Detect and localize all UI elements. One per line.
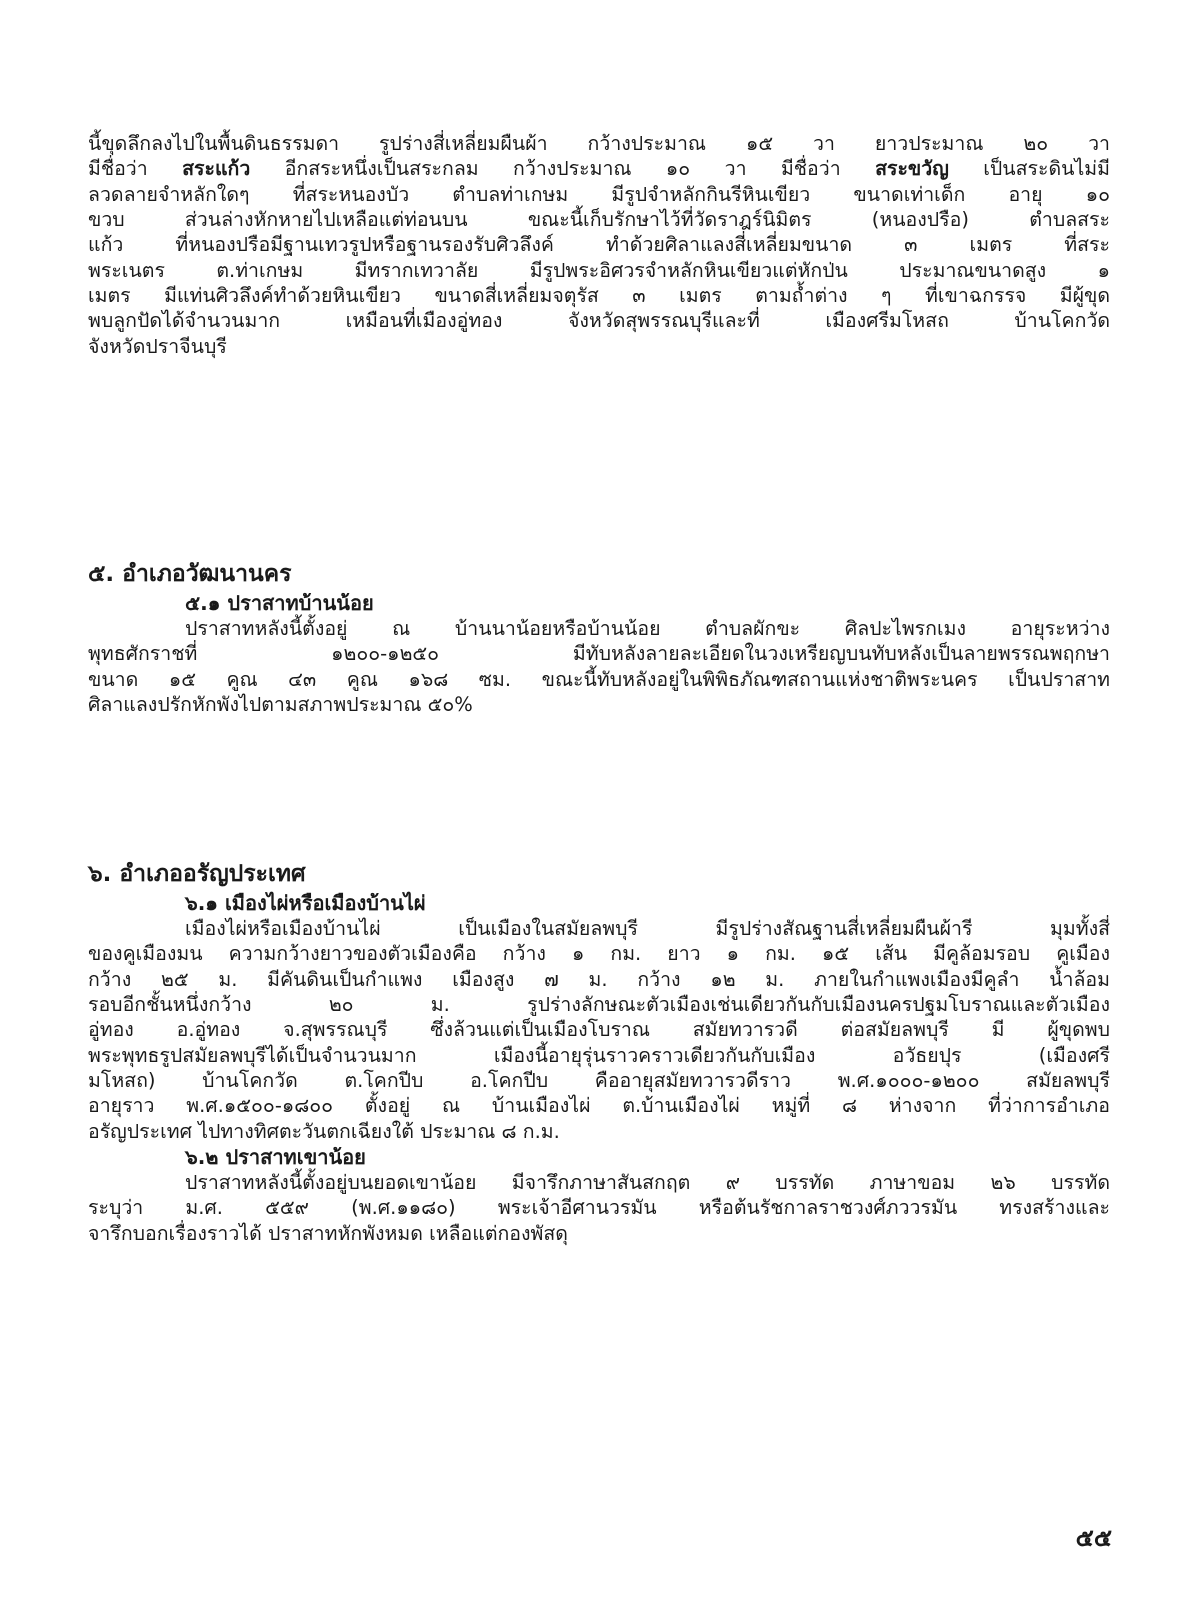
subsection-heading: ๖.๑ เมืองไผ่หรือเมืองบ้านไผ่ (185, 890, 426, 915)
bold-term: สระแก้ว (182, 157, 251, 181)
text-line: จังหวัดปราจีนบุรี (88, 334, 227, 358)
intro-paragraph (88, 131, 1110, 359)
section-heading: ๖. อำเภออรัญประเทศ (88, 861, 306, 887)
text-line: ปราสาทหลังนี้ตั้งอยู่บนยอดเขาน้อย มีจารึกภาษาสันสกฤต ๙ บรรทัด ภาษาขอม ๒๖ บรรทัด (185, 1170, 1110, 1194)
text-line: กว้าง ๒๕ ม. มีคันดินเป็นกำแพง เมืองสูง ๗ ม. กว้าง ๑๒ ม. ภายในกำแพงเมืองมีคูลำ น้ำล้อม (88, 967, 1110, 991)
text-line: มีชื่อว่า สระแก้ว อีกสระหนึ่งเป็นสระกลม กว้างประมาณ ๑๐ วา มีชื่อว่า สระขวัญ เป็นสระดินไม่มี (88, 157, 1110, 181)
text-line: ลวดลายจำหลักใดๆ ที่สระหนองบัว ตำบลท่าเกษม มีรูปจำหลักกินรีหินเขียว ขนาดเท่าเด็ก อายุ ๑๐ (88, 182, 1110, 206)
text-line: อายุราว พ.ศ.๑๕๐๐-๑๘๐๐ ตั้งอยู่ ณ บ้านเมืองไผ่ ต.บ้านเมืองไผ่ หมู่ที่ ๘ ห่างจาก ที่ว่าการอำเภอ (88, 1094, 1110, 1118)
text-line: นี้ขุดลึกลงไปในพื้นดินธรรมดา รูปร่างสี่เหลี่ยมผืนผ้า กว้างประมาณ ๑๕ วา ยาวประมาณ ๒๐ วา (88, 132, 1110, 155)
text-line: ของคูเมืองมน ความกว้างยาวของตัวเมืองคือ กว้าง ๑ กม. ยาว ๑ กม. ๑๕ เส้น มีคูล้อมรอบ คูเมือง (88, 942, 1110, 966)
text-line: พระเนตร ต.ท่าเกษม มีทรากเทวาลัย มีรูปพระอิศวรจำหลักหินเขียวแต่หักป่น ประมาณขนาดสูง ๑ (88, 258, 1110, 282)
bold-term: สระขวัญ (875, 157, 949, 181)
text-line: จารึกบอกเรื่องราวได้ ปราสาทหักพังหมด เหลือแต่กองพัสดุ (88, 1221, 568, 1245)
text-line: ศิลาแลงปรักหักพังไปตามสภาพประมาณ ๕๐% (88, 692, 473, 716)
text-line: เมตร มีแท่นศิวลึงค์ทำด้วยหินเขียว ขนาดสี่เหลี่ยมจตุรัส ๓ เมตร ตามถ้ำต่าง ๆ ที่เขาฉกรรจ มีผู้ขุด (88, 284, 1110, 308)
text-line: ขวบ ส่วนล่างหักหายไปเหลือแต่ท่อนบน ขณะนี้เก็บรักษาไว้ที่วัดราฎร์นิมิตร (หนองปรือ) ตำบลสระ (88, 208, 1110, 232)
subsection-heading: ๖.๒ ปราสาทเขาน้อย (185, 1144, 366, 1169)
section-heading: ๕. อำเภอวัฒนานคร (88, 561, 292, 587)
page-number: ๕๕ (1075, 1524, 1112, 1552)
text-line: พบลูกปัดได้จำนวนมาก เหมือนที่เมืองอู่ทอง จังหวัดสุพรรณบุรีและที่ เมืองศรีมโหสถ บ้านโคกวัด (88, 309, 1110, 333)
section-5 (88, 560, 1110, 717)
text-line: เมืองไผ่หรือเมืองบ้านไผ่ เป็นเมืองในสมัยลพบุรี มีรูปร่างสัณฐานสี่เหลี่ยมผืนผ้ารี มุมทั้งสี่ (185, 916, 1110, 940)
text-line: มโหสถ) บ้านโคกวัด ต.โคกปีบ อ.โคกปีบ คืออายุสมัยทวารวดีราว พ.ศ.๑๐๐๐-๑๒๐๐ สมัยลพบุรี (88, 1068, 1110, 1092)
text-line: ปราสาทหลังนี้ตั้งอยู่ ณ บ้านนาน้อยหรือบ้านน้อย ตำบลผักขะ ศิลปะไพรกเมง อายุระหว่าง (185, 616, 1110, 640)
text-line: ขนาด ๑๕ คูณ ๔๓ คูณ ๑๖๘ ซม. ขณะนี้ทับหลังอยู่ในพิพิธภัณฑสถานแห่งชาติพระนคร เป็นปราสาท (88, 667, 1110, 691)
text-line: อู่ทอง อ.อู่ทอง จ.สุพรรณบุรี ซึ่งล้วนแต่เป็นเมืองโบราณ สมัยทวารวดี ต่อสมัยลพบุรี มี ผู้ขุดพบ (88, 1018, 1110, 1042)
text-line: อรัญประเทศ ไปทางทิศตะวันตกเฉียงใต้ ประมาณ ๘ ก.ม. (88, 1119, 560, 1143)
text-line: พุทธศักราชที่ ๑๒๐๐-๑๒๕๐ มีทับหลังลายละเอียดในวงเหรียญบนทับหลังเป็นลายพรรณพฤกษา (88, 642, 1110, 666)
text-line: รอบอีกชั้นหนึ่งกว้าง ๒๐ ม. รูปร่างลักษณะตัวเมืองเช่นเดียวกันกับเมืองนครปฐมโบราณและตัวเมือง (88, 992, 1110, 1016)
subsection-heading: ๕.๑ ปราสาทบ้านน้อย (185, 590, 374, 615)
section-6 (88, 860, 1110, 1246)
text-line: พระพุทธรูปสมัยลพบุรีได้เป็นจำนวนมาก เมืองนี้อายุรุ่นราวคราวเดียวกันกับเมือง อวัธยปุร (เมืองศรี (88, 1043, 1110, 1067)
text-line: แก้ว ที่หนองปรือมีฐานเทวรูปหรือฐานรองรับศิวลึงค์ ทำด้วยศิลาแลงสี่เหลี่ยมขนาด ๓ เมตร ที่สระ (88, 233, 1110, 257)
text-line: ระบุว่า ม.ศ. ๕๕๙ (พ.ศ.๑๑๘๐) พระเจ้าอีศานวรมัน หรือต้นรัชกาลราชวงศ์ภววรมัน ทรงสร้างและ (88, 1196, 1110, 1220)
